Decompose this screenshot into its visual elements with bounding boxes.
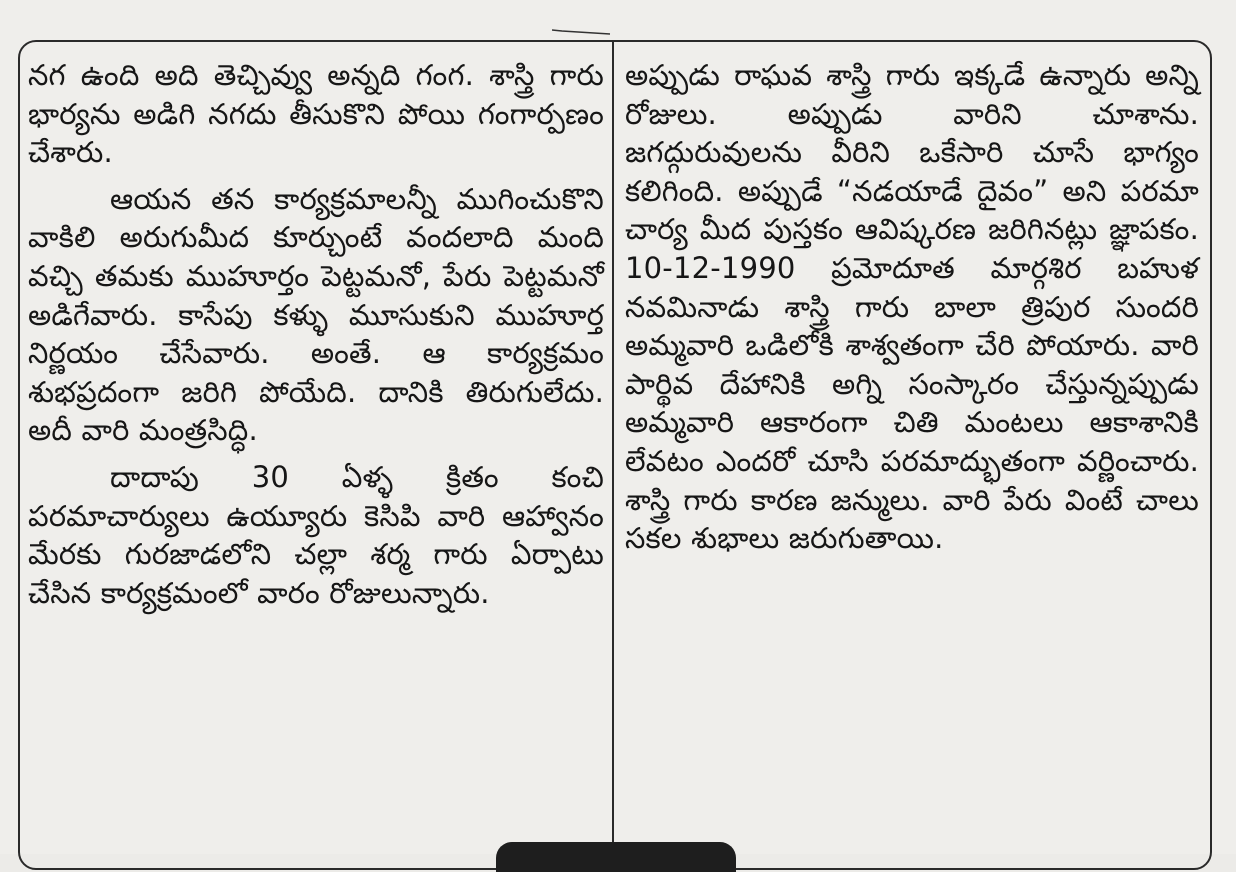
- paragraph: అప్పుడు రాఘవ శాస్త్రి గారు ఇక్కడే ఉన్నారు అన్ని రోజులు. అప్పుడు వారిని చూశాను. జగద్గురువులను వీరిని ఒకేసారి చూసే భాగ్యం కలిగింది. అప్పుడే “నడయాడే దైవం” అని పరమా చార్య మీద పుస్తకం ఆవిష్కరణ జరిగినట్లు జ్ఞాపకం. 10-12-1990 ప్రమోదూత మార్గశిర బహుళ నవమినాడు శాస్త్రి గారు బాలా త్రిపుర సుందరి అమ్మవారి ఒడిలోకి శాశ్వతంగా చేరి పోయారు. వారి పార్థివ దేహానికి అగ్ని సంస్కారం చేస్తున్నప్పుడు అమ్మవారి ఆకారంగా చితి మంటలు ఆకాశానికి లేవటం ఎందరో చూసి పరమాద్భుతంగా వర్ణించారు. శాస్త్రి గారు కారణ జన్ములు. వారి పేరు వింటే చాలు సకల శుభాలు జరుగుతాయి.: [625, 58, 1199, 556]
- left-column: [28, 56, 604, 612]
- right-column: [625, 56, 1199, 558]
- ink-mark: [552, 29, 612, 35]
- paragraph: దాదాపు 30 ఏళ్ళ క్రితం కంచి పరమాచార్యులు ఉయ్యూరు కెసిపి వారి ఆహ్వానం మేరకు గురజాడలోని చల్లా శర్మ గారు ఏర్పాటు చేసిన కార్యక్రమంలో వారం రోజులున్నారు.: [28, 459, 604, 610]
- paragraph: ఆయన తన కార్యక్రమాలన్నీ ముగించుకొని వాకిలి అరుగుమీద కూర్చుంటే వందలాది మంది వచ్చి తమకు ముహూర్తం పెట్టమనో, పేరు పెట్టమనో అడిగేవారు. కాసేపు కళ్ళు మూసుకుని ముహూర్త నిర్ణయం చేసేవారు. అంతే. ఆ కార్యక్రమం శుభప్రదంగా జరిగి పోయేది. దానికి తిరుగులేదు. అదీ వారి మంత్రసిద్ధి.: [28, 181, 604, 448]
- bottom-tab: [496, 842, 736, 872]
- column-divider: [612, 40, 614, 854]
- paragraph: నగ ఉంది అది తెచ్చివ్వు అన్నది గంగ. శాస్త్రి గారు భార్యను అడిగి నగదు తీసుకొని పోయి గంగార్పణం చేశారు.: [28, 58, 604, 170]
